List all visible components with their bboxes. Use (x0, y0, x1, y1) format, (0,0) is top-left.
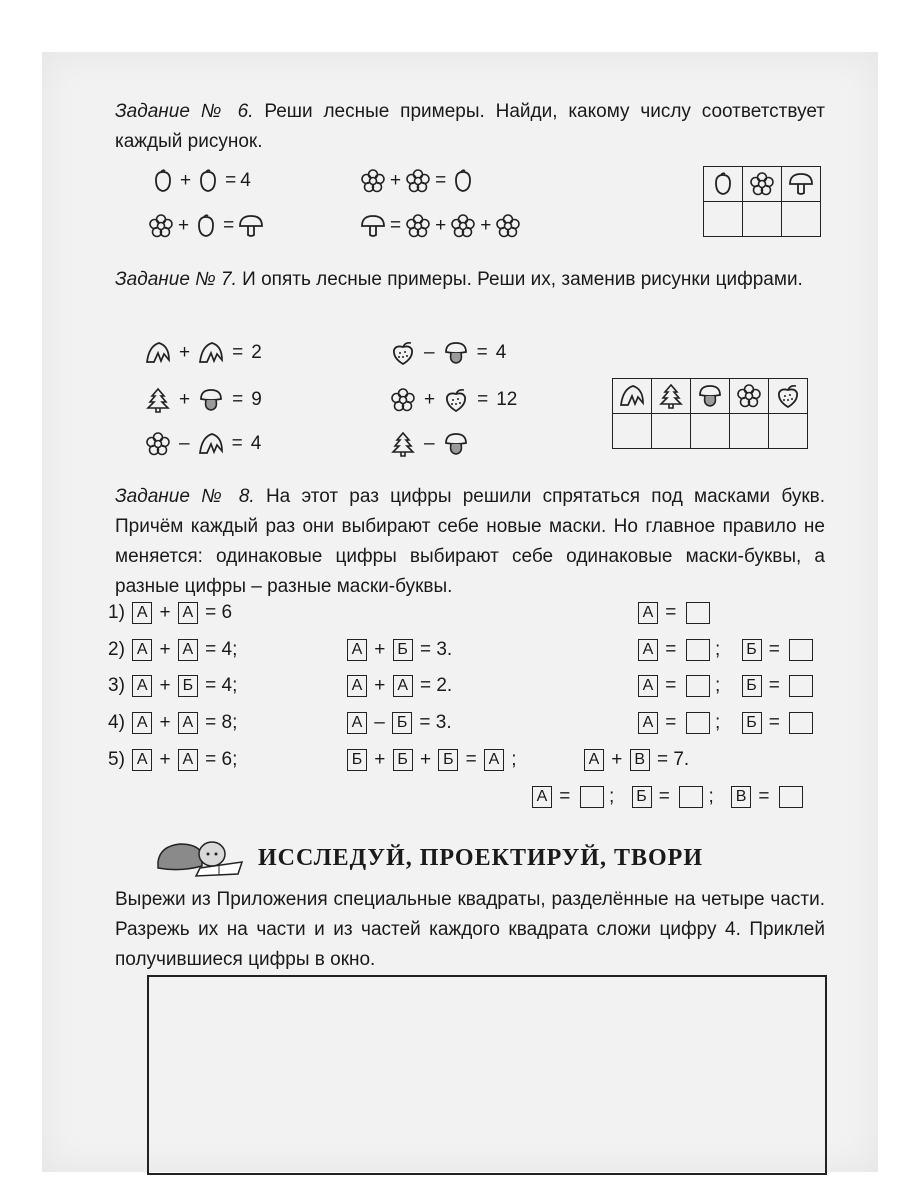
flower-icon (450, 213, 476, 239)
strawberry-icon (443, 387, 469, 413)
operator: + (159, 712, 171, 734)
task7-text (115, 265, 825, 295)
equals: = (665, 712, 677, 734)
tree-icon (652, 379, 691, 414)
answer-cell[interactable] (730, 414, 769, 449)
result: = 3. (419, 639, 453, 661)
letter-box: А (638, 639, 658, 661)
task6-equation-4 (360, 213, 521, 239)
task7-label: Задание № 7. (115, 269, 237, 290)
letter-box: В (731, 786, 751, 808)
result: = 3. (419, 712, 452, 734)
row-number: 3) (108, 675, 125, 697)
flower-icon (360, 168, 386, 194)
task6-equation-2 (360, 168, 476, 194)
answer-box[interactable] (789, 712, 813, 734)
result: = 6 (205, 602, 233, 624)
tree-icon (390, 431, 416, 457)
reading-child-illustration (150, 832, 250, 880)
equals: = (232, 342, 244, 363)
flower-icon (145, 431, 171, 457)
letter-box: А (178, 602, 198, 624)
acorn-icon (195, 168, 221, 194)
task6-equation-3 (148, 213, 264, 239)
equals: = (559, 786, 571, 808)
letter-box: А (638, 602, 658, 624)
task7-equation-1 (145, 340, 262, 366)
letter-box: Б (347, 749, 367, 771)
operator: + (178, 215, 190, 236)
result: = 4; (205, 675, 238, 697)
leaf-icon (613, 379, 652, 414)
letter-box: А (132, 639, 152, 661)
equals: = (465, 749, 477, 771)
task8-row-5-answers (530, 786, 803, 808)
answer-cell[interactable] (691, 414, 730, 449)
task7-equation-2 (145, 387, 262, 413)
operator: + (179, 342, 191, 363)
answer-box[interactable] (686, 639, 710, 661)
section-text: Вырежи из Приложения специальные квадраты, разделённые на четыре части. Разрежь их на части и из частей каждого квадрата сложи цифру 4. Приклей получившиеся цифры в окно. (115, 889, 825, 970)
leaf-icon (145, 340, 171, 366)
operator: + (159, 639, 171, 661)
row-number: 2) (108, 639, 125, 661)
answer-cell[interactable] (613, 414, 652, 449)
equals: = (476, 342, 488, 363)
operator: – (179, 433, 190, 454)
operator: + (180, 170, 192, 191)
task7-equation-4 (390, 340, 506, 366)
task8-row-4-answers (636, 712, 813, 734)
task8-row-1-answers (636, 602, 710, 624)
task8-row-2-second (345, 639, 452, 661)
answer-box[interactable] (789, 639, 813, 661)
operator: + (159, 675, 171, 697)
operator: + (374, 749, 386, 771)
acorn-icon (193, 213, 219, 239)
task8-row-2-answers (636, 639, 813, 661)
letter-box: А (178, 749, 198, 771)
task8-row-3-answers (636, 675, 813, 697)
task7-equation-5 (390, 387, 517, 413)
operator: + (419, 749, 432, 771)
separator: ; (511, 749, 517, 771)
task8-row-3 (108, 675, 237, 697)
letter-box: Б (742, 639, 762, 661)
task8-row-4-second (345, 712, 452, 734)
letter-box: А (347, 712, 367, 734)
separator: ; (714, 712, 721, 734)
result: 9 (251, 389, 262, 410)
acorn-icon (704, 167, 743, 202)
strawberry-icon (390, 340, 416, 366)
operator: + (374, 639, 386, 661)
answer-box[interactable] (679, 786, 703, 808)
task6-body: Реши лесные примеры. Найди, какому числу соответствует каждый рисунок. (115, 101, 825, 152)
letter-box: А (347, 675, 367, 697)
letter-box: А (132, 602, 152, 624)
operator: + (374, 675, 386, 697)
answer-box[interactable] (580, 786, 604, 808)
operator: + (390, 170, 402, 191)
task6-answer-table (703, 166, 821, 237)
letter-box: А (178, 712, 198, 734)
result: = 4; (205, 639, 238, 661)
equals: = (758, 786, 770, 808)
answer-cell[interactable] (652, 414, 691, 449)
task6-label: Задание № 6. (115, 101, 254, 122)
mushroom-icon (691, 379, 730, 414)
mushroom-icon (443, 340, 469, 366)
letter-box: А (178, 639, 198, 661)
mushroom-icon (782, 167, 821, 202)
operator: + (424, 389, 436, 410)
separator: ; (714, 675, 721, 697)
operator: + (480, 215, 492, 236)
result: = 7. (656, 749, 690, 771)
task6-equation-1 (150, 168, 251, 194)
operator: + (179, 389, 191, 410)
row-number: 1) (108, 602, 125, 624)
letter-box: В (630, 749, 650, 771)
answer-cell[interactable] (743, 202, 782, 237)
flower-icon (743, 167, 782, 202)
task6-text (115, 97, 825, 157)
task8-text (115, 482, 825, 602)
equals: = (658, 786, 670, 808)
row-number: 4) (108, 712, 125, 734)
flower-icon (405, 168, 431, 194)
task8-row-4 (108, 712, 237, 734)
separator: ; (608, 786, 615, 808)
section-title: ИССЛЕДУЙ, ПРОЕКТИРУЙ, ТВОРИ (258, 845, 704, 871)
equals: = (768, 639, 780, 661)
answer-box[interactable] (686, 712, 710, 734)
operator: + (159, 749, 171, 771)
operator: = (225, 170, 237, 191)
letter-box: Б (632, 786, 652, 808)
separator: ; (714, 639, 721, 661)
letter-box: Б (742, 712, 762, 734)
answer-box[interactable] (779, 786, 803, 808)
mushroom-icon (443, 431, 469, 457)
leaf-icon (198, 431, 224, 457)
operator: = (390, 215, 402, 236)
task7-body: И опять лесные примеры. Реши их, заменив рисунки цифрами. (242, 269, 803, 290)
task8-row-5-second (345, 749, 517, 771)
answer-box[interactable] (686, 675, 710, 697)
result: = 6; (205, 749, 238, 771)
answer-window[interactable] (147, 975, 827, 1175)
answer-cell[interactable] (769, 414, 808, 449)
letter-box: Б (392, 712, 412, 734)
equals: = (665, 602, 677, 624)
equals: = (231, 433, 243, 454)
equals: = (768, 675, 780, 697)
operator: + (611, 749, 623, 771)
mushroom-icon (198, 387, 224, 413)
letter-box: Б (178, 675, 198, 697)
equals: = (232, 389, 244, 410)
task8-label: Задание № 8. (115, 486, 255, 507)
mushroom-icon (238, 213, 264, 239)
task8-row-5-third (582, 749, 689, 771)
answer-box[interactable] (789, 675, 813, 697)
operator: = (435, 170, 447, 191)
operator: + (159, 602, 171, 624)
equals: = (768, 712, 780, 734)
result: = 8; (205, 712, 238, 734)
equals: = (665, 675, 677, 697)
operator: + (435, 215, 447, 236)
flower-icon (495, 213, 521, 239)
letter-box: А (638, 712, 658, 734)
flower-icon (390, 387, 416, 413)
letter-box: Б (742, 675, 762, 697)
task7-equation-3 (145, 431, 261, 457)
separator: ; (708, 786, 714, 808)
letter-box: Б (393, 749, 413, 771)
task8-row-5 (108, 749, 237, 771)
answer-box[interactable] (686, 602, 710, 624)
operator: = (223, 215, 235, 236)
operator: – (374, 712, 385, 734)
flower-icon (148, 213, 174, 239)
letter-box: Б (393, 639, 413, 661)
letter-box: А (484, 749, 504, 771)
task8-row-3-second (345, 675, 452, 697)
letter-box: А (347, 639, 367, 661)
leaf-icon (198, 340, 224, 366)
letter-box: А (132, 712, 152, 734)
task7-equation-6 (390, 431, 469, 457)
result: 12 (496, 389, 518, 410)
task8-row-1 (108, 602, 232, 624)
letter-box: А (132, 749, 152, 771)
result: = 2. (419, 675, 453, 697)
acorn-icon (450, 168, 476, 194)
result: 4 (250, 433, 262, 454)
task8-body: На этот раз цифры решили спрятаться под масками букв. Причём каждый раз они выбирают себе новые маски. Но главное правило не меняется: одинаковые цифры выбирают себе одинаковые маски-буквы, а разные цифры – разные маски-буквы. (115, 486, 826, 597)
letter-box: А (532, 786, 552, 808)
task8-row-2 (108, 639, 237, 661)
letter-box: А (638, 675, 658, 697)
letter-box: А (584, 749, 604, 771)
answer-cell[interactable] (782, 202, 821, 237)
result: 4 (240, 170, 251, 191)
operator: – (424, 433, 435, 454)
operator: – (424, 342, 435, 363)
result: 2 (251, 342, 262, 363)
task7-answer-table (612, 378, 808, 449)
result: 4 (495, 342, 507, 363)
tree-icon (145, 387, 171, 413)
equals: = (477, 389, 489, 410)
letter-box: А (132, 675, 152, 697)
flower-icon (405, 213, 431, 239)
letter-box: А (393, 675, 413, 697)
row-number: 5) (108, 749, 125, 771)
letter-box: Б (438, 749, 458, 771)
equals: = (665, 639, 677, 661)
strawberry-icon (769, 379, 808, 414)
acorn-icon (150, 168, 176, 194)
mushroom-icon (360, 213, 386, 239)
flower-icon (730, 379, 769, 414)
answer-cell[interactable] (704, 202, 743, 237)
